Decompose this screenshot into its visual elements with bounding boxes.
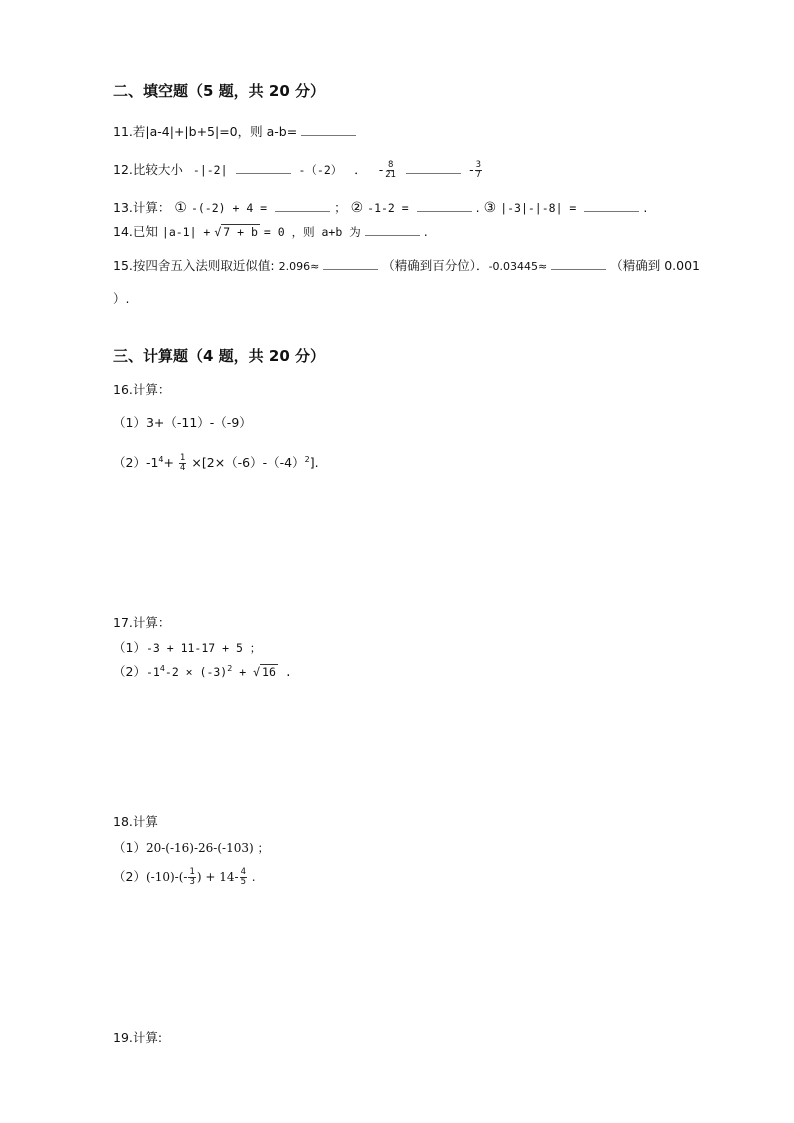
circled-2: ② — [350, 200, 364, 216]
denominator: 21 — [385, 170, 397, 180]
expression: (-10)-(- — [145, 870, 188, 884]
fraction — [384, 161, 397, 180]
value: -0.03445≈ — [488, 260, 548, 273]
question-number: 15. — [113, 258, 133, 273]
answer-blank[interactable] — [323, 268, 378, 270]
question-19 — [113, 1028, 162, 1046]
question-11 — [113, 122, 360, 140]
denominator: 3 — [189, 877, 195, 887]
part-label: （1） — [113, 840, 146, 855]
question-16-part-1: （1）3+（-11）-（-9） — [113, 415, 252, 430]
expression: -1-2 = — [367, 201, 409, 215]
question-text: 按四舍五入法则取近似值: — [132, 258, 279, 273]
section-heading-fill-blank: 二、填空题（5 题，共 20 分） — [113, 82, 325, 100]
question-number: 18. — [113, 814, 133, 829]
question-text: （精确到 0.001 — [610, 258, 701, 273]
question-text: （精确到百分位）． — [382, 258, 489, 273]
expression: . — [247, 870, 256, 884]
question-number: 11. — [113, 124, 133, 139]
expression: + — [163, 455, 174, 470]
answer-blank[interactable] — [551, 268, 606, 270]
part-label: （2） — [113, 869, 146, 884]
circled-1: ① — [174, 200, 187, 216]
question-15-continued: ）. — [113, 291, 130, 306]
expression: |-3|-|-8| = — [500, 201, 577, 215]
expression: 20-(-16)-26-(-103) ； — [145, 841, 270, 855]
question-title: 计算： — [132, 615, 171, 630]
period: . — [423, 224, 428, 239]
question-title: 计算： — [132, 382, 171, 397]
expression: ]. — [309, 455, 319, 470]
answer-blank[interactable] — [584, 210, 639, 212]
square-root: √ 7 + b — [214, 225, 258, 239]
expression: + — [232, 665, 254, 679]
radicand: 16 — [262, 665, 276, 679]
fraction — [475, 161, 482, 180]
circled-3: ③ — [483, 200, 497, 216]
question-18-part-1 — [113, 838, 269, 856]
expression: |a-1| + — [161, 225, 211, 239]
expression: （2）-1 — [113, 455, 159, 470]
period: . — [475, 200, 480, 215]
question-title: 计算 — [132, 814, 158, 829]
answer-blank[interactable] — [301, 134, 356, 136]
question-18 — [113, 812, 158, 830]
expression: -|-2| — [192, 163, 228, 177]
numerator: 4 — [240, 867, 246, 877]
period: . — [643, 200, 648, 215]
expression: ×[2×（-6）-（-4） — [191, 455, 305, 470]
fraction — [240, 868, 247, 887]
question-13 — [113, 198, 647, 216]
question-text: 若 — [132, 124, 146, 139]
exponent: 2 — [304, 454, 310, 464]
radicand: 7 + b — [223, 225, 258, 239]
question-17 — [113, 613, 170, 631]
question-number: 16. — [113, 382, 133, 397]
part-label: （2） — [113, 664, 146, 679]
question-16-part-2 — [113, 453, 319, 473]
question-12 — [113, 160, 483, 180]
question-16 — [113, 380, 170, 398]
answer-blank[interactable] — [275, 210, 330, 212]
value: 2.096≈ — [278, 260, 320, 273]
question-text: 计算： — [132, 200, 171, 215]
square-root: √ 16 — [253, 665, 276, 679]
semicolon: ； — [334, 200, 347, 215]
denominator: 5 — [240, 877, 246, 887]
question-number: 17. — [113, 615, 133, 630]
expression: -（-2） — [298, 163, 343, 177]
fraction — [179, 454, 186, 473]
expression: -3 + 11-17 + 5 ； — [145, 641, 262, 655]
expression: -(-2) + 4 = — [190, 201, 268, 215]
minus-sign: - — [469, 162, 474, 177]
section-heading-calc: 三、计算题（4 题，共 20 分） — [113, 347, 325, 365]
numerator: 3 — [475, 160, 481, 170]
answer-blank[interactable] — [406, 172, 461, 174]
question-18-part-2 — [113, 867, 256, 887]
question-expression: |a-4|+|b+5|=0，则 a-b= — [145, 124, 298, 139]
numerator: 1 — [179, 453, 186, 463]
question-17-part-2 — [113, 662, 292, 680]
question-17-part-1 — [113, 638, 261, 656]
expression: . — [277, 665, 292, 679]
numerator: 8 — [387, 160, 394, 170]
answer-blank[interactable] — [365, 234, 420, 236]
expression: -1 — [145, 665, 160, 679]
denominator: 4 — [179, 463, 186, 473]
question-number: 12. — [113, 162, 133, 177]
question-number: 19. — [113, 1030, 133, 1045]
expression: = 0 ，则 a+b 为 — [263, 225, 361, 239]
expression: ) + 14- — [196, 870, 239, 884]
expression: -2 × (-3) — [164, 665, 228, 679]
exponent: 4 — [159, 663, 165, 673]
question-title: 计算: — [132, 1030, 163, 1045]
question-text: 比较大小 — [132, 162, 183, 177]
question-15 — [113, 256, 700, 274]
denominator: 7 — [475, 170, 481, 180]
minus-sign: - — [378, 162, 384, 177]
question-text: 已知 — [132, 224, 158, 239]
part-label: （1） — [113, 640, 146, 655]
question-number: 13. — [113, 200, 133, 215]
numerator: 1 — [189, 867, 195, 877]
exponent: 4 — [158, 454, 164, 464]
exponent: 2 — [227, 663, 233, 673]
question-14 — [113, 222, 428, 240]
fraction — [188, 868, 195, 887]
answer-blank[interactable] — [417, 210, 472, 212]
answer-blank[interactable] — [236, 172, 291, 174]
separator: ． — [354, 162, 367, 177]
question-number: 14. — [113, 224, 133, 239]
